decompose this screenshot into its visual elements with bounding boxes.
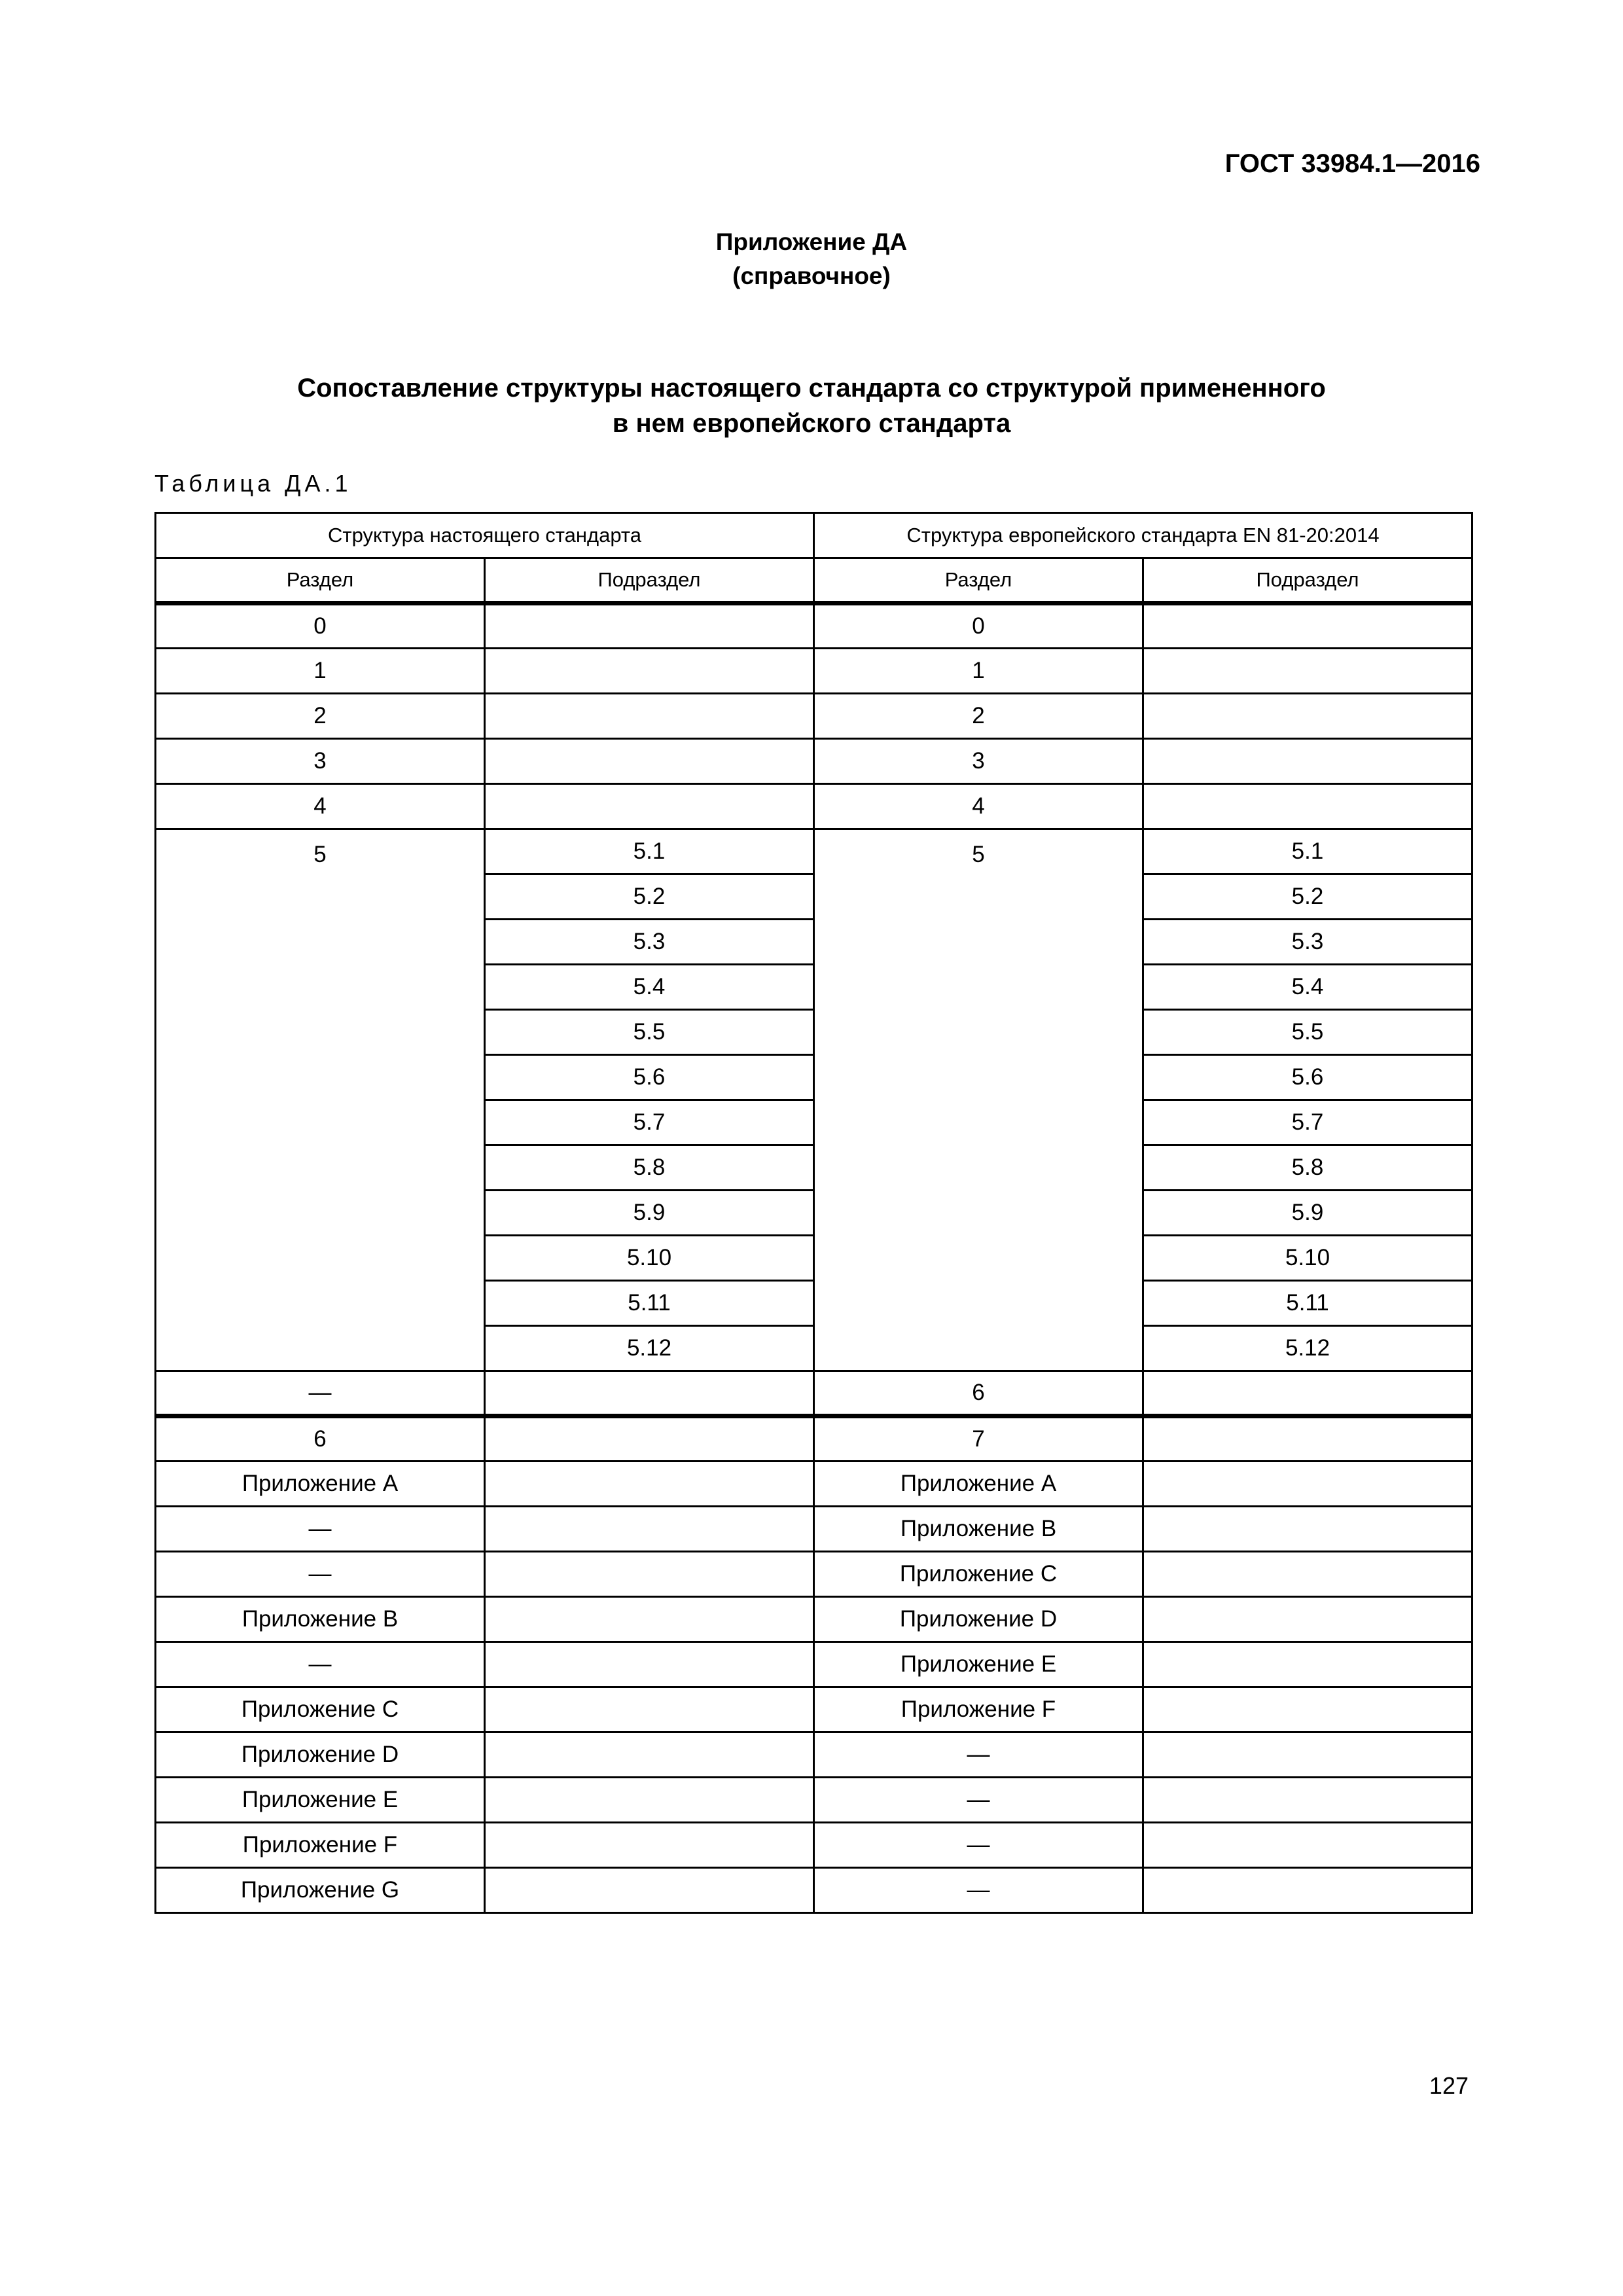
table-row [156,784,1472,829]
cell-section: — [156,1371,485,1416]
cell-eu-subsection [1143,784,1472,829]
table-heading-line-2: в нем европейского стандарта [612,409,1011,438]
table-row [156,694,1472,739]
cell-subsection [485,1732,814,1778]
cell-subsection [485,1597,814,1642]
cell-subsection [485,1552,814,1597]
cell-subsection: 5.12 [485,1326,814,1371]
cell-section: 1 [156,649,485,694]
cell-eu-subsection [1143,1597,1472,1642]
cell-subsection: 5.2 [485,874,814,920]
cell-section: 0 [156,603,485,649]
cell-subsection: 5.3 [485,920,814,965]
cell-subsection: 5.1 [485,829,814,874]
table-row [156,1778,1472,1823]
group-header-gost: Структура настоящего стандарта [156,513,814,558]
cell-eu-subsection [1143,1371,1472,1416]
cell-eu-subsection [1143,1462,1472,1507]
column-header-eu-subsection: Подраздел [1143,558,1472,603]
group-header-en: Структура европейского стандарта EN 81-20:2014 [814,513,1472,558]
cell-subsection [485,603,814,649]
cell-eu-subsection: 5.3 [1143,920,1472,965]
cell-eu-section: — [814,1732,1143,1778]
cell-subsection: 5.4 [485,965,814,1010]
cell-subsection [485,1687,814,1732]
table-row [156,739,1472,784]
table-row [156,1597,1472,1642]
cell-subsection [485,739,814,784]
table-row [156,1552,1472,1597]
table-heading [0,370,1623,441]
column-header-subsection: Подраздел [485,558,814,603]
table-row [156,1687,1472,1732]
cell-eu-section: — [814,1868,1143,1913]
table-row [156,1462,1472,1507]
cell-eu-section: 2 [814,694,1143,739]
cell-subsection: 5.10 [485,1236,814,1281]
cell-eu-section: 7 [814,1416,1143,1462]
cell-eu-subsection: 5.8 [1143,1145,1472,1191]
cell-subsection [485,1371,814,1416]
group-header-row [156,513,1472,558]
cell-section: Приложение D [156,1732,485,1778]
cell-eu-section: Приложение D [814,1597,1143,1642]
cell-section: — [156,1642,485,1687]
cell-eu-section: — [814,1823,1143,1868]
cell-eu-subsection: 5.5 [1143,1010,1472,1055]
cell-eu-section: 6 [814,1371,1143,1416]
cell-eu-section: 5 [814,829,1143,1371]
cell-section: Приложение C [156,1687,485,1732]
cell-eu-subsection [1143,649,1472,694]
cell-section: 3 [156,739,485,784]
cell-eu-subsection [1143,603,1472,649]
cell-subsection: 5.8 [485,1145,814,1191]
table-heading-line-1: Сопоставление структуры настоящего стандарта со структурой примененного [297,374,1326,403]
cell-eu-subsection [1143,1732,1472,1778]
cell-subsection [485,1462,814,1507]
cell-subsection [485,1778,814,1823]
cell-section: Приложение A [156,1462,485,1507]
cell-eu-section: 1 [814,649,1143,694]
cell-subsection [485,1507,814,1552]
column-header-section: Раздел [156,558,485,603]
cell-eu-subsection [1143,1416,1472,1462]
column-header-eu-section: Раздел [814,558,1143,603]
cell-subsection [485,649,814,694]
cell-subsection [485,1823,814,1868]
standard-number: ГОСТ 33984.1—2016 [1224,149,1480,178]
table-row [156,829,1472,874]
cell-section: 6 [156,1416,485,1462]
cell-subsection: 5.7 [485,1100,814,1145]
cell-eu-subsection [1143,1823,1472,1868]
cell-eu-section: 3 [814,739,1143,784]
cell-section: 2 [156,694,485,739]
cell-eu-subsection: 5.12 [1143,1326,1472,1371]
cell-eu-subsection: 5.9 [1143,1191,1472,1236]
cell-eu-section: Приложение B [814,1507,1143,1552]
cell-eu-section: 0 [814,603,1143,649]
table-row [156,1507,1472,1552]
cell-subsection [485,1868,814,1913]
cell-eu-subsection: 5.7 [1143,1100,1472,1145]
cell-section: Приложение F [156,1823,485,1868]
structure-comparison-table [154,512,1473,1914]
cell-eu-subsection: 5.4 [1143,965,1472,1010]
cell-section: Приложение B [156,1597,485,1642]
cell-eu-subsection [1143,1642,1472,1687]
cell-eu-section: Приложение A [814,1462,1143,1507]
cell-eu-subsection [1143,1507,1472,1552]
cell-subsection: 5.5 [485,1010,814,1055]
table-row [156,603,1472,649]
cell-eu-section: Приложение E [814,1642,1143,1687]
appendix-subtitle: (справочное) [732,262,891,289]
cell-eu-subsection [1143,694,1472,739]
cell-eu-subsection: 5.1 [1143,829,1472,874]
cell-eu-subsection: 5.6 [1143,1055,1472,1100]
table-caption: Таблица ДА.1 [154,470,352,497]
table-row [156,649,1472,694]
cell-section: 5 [156,829,485,1371]
cell-eu-subsection: 5.2 [1143,874,1472,920]
table-row [156,1823,1472,1868]
cell-section: Приложение G [156,1868,485,1913]
cell-eu-subsection [1143,1552,1472,1597]
cell-section: — [156,1552,485,1597]
cell-subsection [485,694,814,739]
table-row [156,1371,1472,1416]
page-number: 127 [1429,2072,1469,2099]
cell-subsection: 5.9 [485,1191,814,1236]
cell-eu-section: Приложение C [814,1552,1143,1597]
table-row [156,1868,1472,1913]
cell-eu-subsection: 5.10 [1143,1236,1472,1281]
cell-eu-subsection: 5.11 [1143,1281,1472,1326]
cell-subsection [485,1642,814,1687]
table-row [156,1732,1472,1778]
cell-subsection: 5.6 [485,1055,814,1100]
cell-eu-subsection [1143,1778,1472,1823]
cell-eu-section: — [814,1778,1143,1823]
cell-eu-section: 4 [814,784,1143,829]
cell-eu-subsection [1143,1868,1472,1913]
cell-section: Приложение E [156,1778,485,1823]
cell-section: 4 [156,784,485,829]
cell-subsection: 5.11 [485,1281,814,1326]
cell-eu-section: Приложение F [814,1687,1143,1732]
cell-eu-subsection [1143,1687,1472,1732]
table-row [156,1416,1472,1462]
table-row [156,1642,1472,1687]
cell-subsection [485,1416,814,1462]
column-header-row [156,558,1472,603]
appendix-title: Приложение ДА [715,228,908,255]
cell-eu-subsection [1143,739,1472,784]
cell-subsection [485,784,814,829]
cell-section: — [156,1507,485,1552]
appendix-title-block [0,225,1623,293]
